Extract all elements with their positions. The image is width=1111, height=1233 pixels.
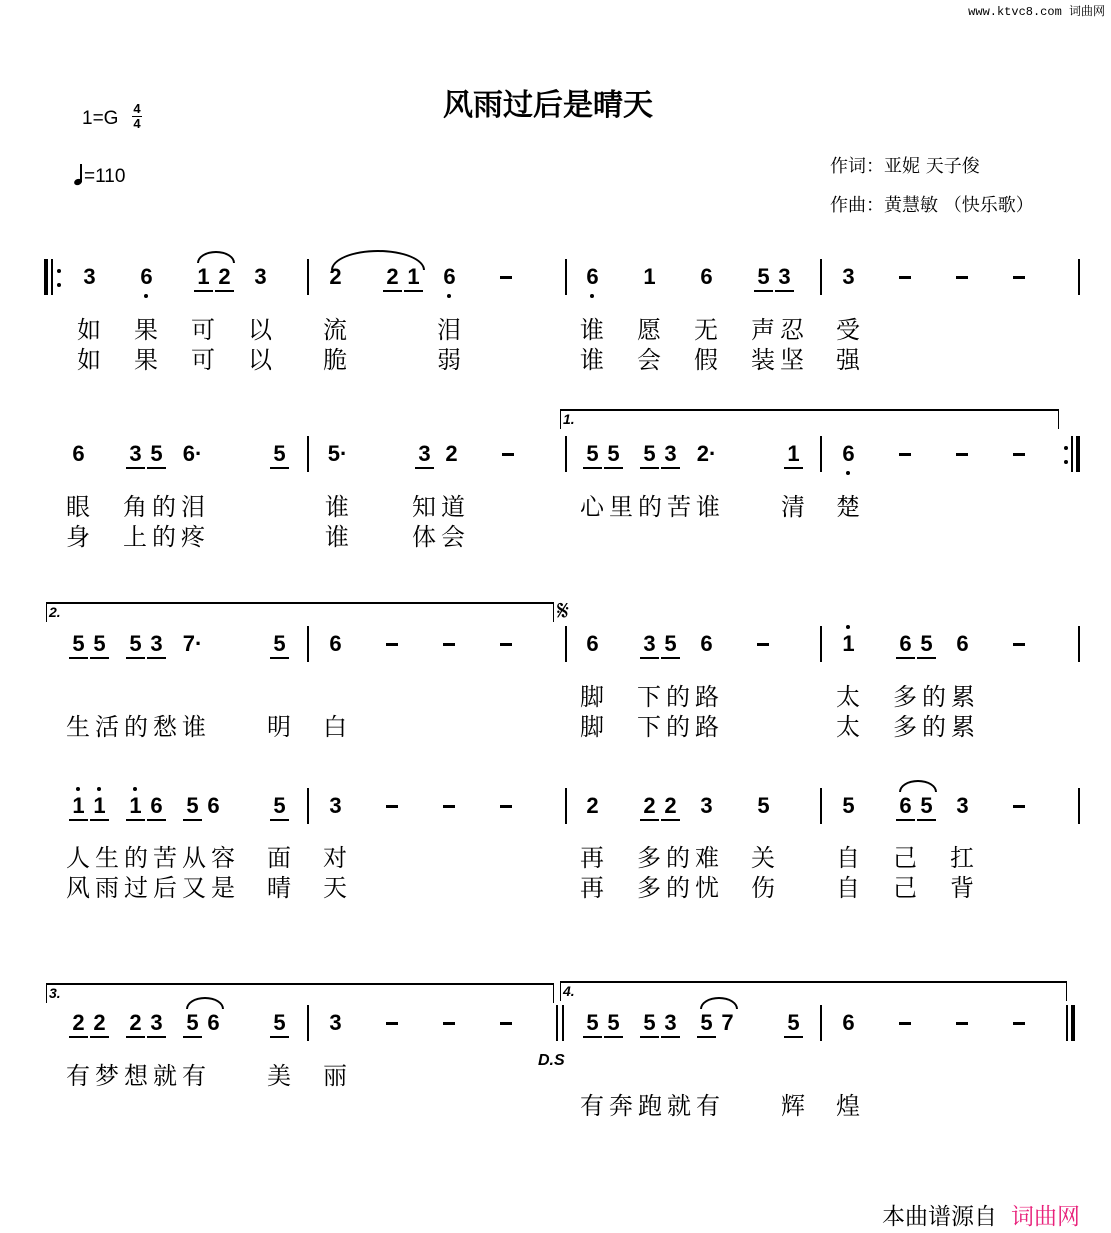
note: 5 [273,793,286,818]
note: 3 [129,441,142,466]
dash-hold [899,453,911,456]
time-bottom: 4 [133,116,141,131]
volta-2-label: 2. [49,604,61,620]
dash-hold [500,276,512,279]
lyric: 多的累 [893,713,980,741]
time-top: 4 [133,101,141,116]
lyric: 泪 [437,316,466,344]
repeat-start-thin [51,259,53,295]
volta-4-label: 4. [563,983,575,999]
low-octave-dot [590,294,594,298]
underline-beam [69,657,88,659]
lyric: 关 [751,844,780,872]
note: 2 [72,1010,85,1035]
note: 1 [72,793,85,818]
underline-beam [90,657,109,659]
dash-hold [956,1022,968,1025]
note: 1 [129,793,142,818]
slur-arc [899,780,937,792]
barline [1078,259,1080,295]
high-octave-dot [97,787,101,791]
note: 6 [899,631,912,656]
ds-marking: D.S [538,1052,565,1069]
lyric: 晴 [267,874,296,902]
barline [307,626,309,662]
dash-hold [443,805,455,808]
underline-beam [640,819,659,821]
repeat-end-thick [1076,436,1080,472]
note: 7· [182,631,203,656]
barline [820,1005,822,1041]
underline-beam [147,657,166,659]
note: 1 [643,264,656,289]
underline-beam [640,1036,659,1038]
lyric: 愿 [637,316,666,344]
underline-beam [126,467,145,469]
barline [307,1005,309,1041]
lyric: 楚 [836,493,865,521]
barline [565,788,567,824]
lyric: 有梦想就有 [66,1062,211,1090]
high-octave-dot [76,787,80,791]
dash-hold [956,276,968,279]
lyric: 对 [323,844,352,872]
dash-hold [500,805,512,808]
note: 5 [273,441,286,466]
note: 6 [586,631,599,656]
note: 1 [197,264,210,289]
lyric: 弱 [437,346,466,374]
underline-beam [69,819,88,821]
note: 6 [700,631,713,656]
note: 3 [418,441,431,466]
lyric: 以 [248,346,277,374]
dash-hold [1013,1022,1025,1025]
time-signature [132,102,142,131]
lyric: 太 [836,713,865,741]
note: 3 [150,1010,163,1035]
note: 3 [664,1010,677,1035]
underline-beam [270,657,289,659]
underline-beam [90,1036,109,1038]
final-bar-thick [1071,1005,1075,1041]
note: 5 [920,793,933,818]
note: 7 [721,1010,734,1035]
lyric: 再 [580,874,609,902]
note: 6 [443,264,456,289]
underline-beam [270,819,289,821]
source-text: 本曲谱源自 [882,1203,997,1229]
underline-beam [640,657,659,659]
source-brand-link[interactable]: 词曲网 [1011,1203,1080,1229]
note: 5· [327,441,348,466]
note: 3 [664,441,677,466]
volta-2 [46,602,554,622]
note: 5 [643,441,656,466]
lyric: 太 [836,683,865,711]
lyric: 己 [893,874,922,902]
barline [820,626,822,662]
lyric: 装坚 [751,346,809,374]
double-bar-thin [556,1005,558,1041]
underline-beam [697,1036,716,1038]
lyric: 再 [580,844,609,872]
note: 2 [586,793,599,818]
lyric: 脚 [580,713,609,741]
note: 1 [93,793,106,818]
note: 1 [787,441,800,466]
lyric: 如 [77,316,106,344]
barline [1078,626,1080,662]
source-credit [882,1198,1080,1231]
lyric: 美 [267,1062,296,1090]
note: 5 [273,631,286,656]
note: 6 [150,793,163,818]
dash-hold [386,643,398,646]
note: 5 [129,631,142,656]
lyric: 可 [191,346,220,374]
underline-beam [126,819,145,821]
barline [565,259,567,295]
note: 6 [956,631,969,656]
dash-hold [502,453,514,456]
note: 2 [129,1010,142,1035]
note: 2 [445,441,458,466]
underline-beam [583,1036,602,1038]
repeat-dot [57,283,61,287]
note: 2 [218,264,231,289]
note: 5 [757,264,770,289]
dash-hold [1013,276,1025,279]
underline-beam [126,1036,145,1038]
underline-beam [784,1036,803,1038]
lyric: 下的路 [637,683,724,711]
dash-hold [899,1022,911,1025]
note: 5 [72,631,85,656]
underline-beam [383,290,402,292]
note: 2· [696,441,717,466]
note: 5 [186,793,199,818]
lyric: 谁 [580,316,609,344]
dash-hold [1013,453,1025,456]
note: 5 [700,1010,713,1035]
tempo-value: =110 [84,166,126,187]
high-octave-dot [133,787,137,791]
note: 1 [842,631,855,656]
note: 3 [956,793,969,818]
underline-beam [270,1036,289,1038]
lyric: 风雨过后又是 [66,874,240,902]
quarter-note-icon [74,164,84,186]
underline-beam [604,1036,623,1038]
barline [820,436,822,472]
note: 3 [778,264,791,289]
lyric: 伤 [751,874,780,902]
lyric: 可 [191,316,220,344]
note: 1 [407,264,420,289]
underline-beam [270,467,289,469]
lyric: 强 [836,346,865,374]
dash-hold [757,643,769,646]
underline-beam [126,657,145,659]
note: 5 [607,1010,620,1035]
lyric: 心里的苦谁 [580,493,725,521]
lyric: 脚 [580,683,609,711]
dash-hold [956,453,968,456]
underline-beam [661,657,680,659]
note: 3 [643,631,656,656]
dash-hold [443,1022,455,1025]
lyric: 下的路 [637,713,724,741]
note: 6 [842,1010,855,1035]
repeat-start-thick [44,259,48,295]
note: 3 [329,1010,342,1035]
lyric: 身 [66,523,95,551]
note: 3 [83,264,96,289]
repeat-end-thin [1071,436,1073,472]
composer: 作曲：黄慧敏 （快乐歌） [830,195,1034,216]
underline-beam [661,467,680,469]
underline-beam [69,1036,88,1038]
tempo-marking [74,164,125,188]
lyric: 天 [323,874,352,902]
lyric: 果 [134,346,163,374]
slur-arc [197,251,235,263]
note: 6· [182,441,203,466]
lyric: 辉 [781,1092,810,1120]
dash-hold [1013,643,1025,646]
note: 5 [150,441,163,466]
song-title: 风雨过后是晴天 [443,88,653,123]
underline-beam [215,290,234,292]
lyric: 谁 [580,346,609,374]
repeat-dot [1064,460,1068,464]
underline-beam [775,290,794,292]
barline [307,436,309,472]
note: 5 [664,631,677,656]
segno-sign: 𝄋 [557,595,570,626]
underline-beam [640,467,659,469]
lyric: 多的忧 [637,874,724,902]
volta-1-label: 1. [563,411,575,427]
lyric: 假 [694,346,723,374]
lyric: 自 [836,844,865,872]
lyric: 清 [781,493,810,521]
dash-hold [386,805,398,808]
underline-beam [415,467,434,469]
lyric: 生活的愁谁 [66,713,211,741]
lyric: 无 [694,316,723,344]
note: 5 [273,1010,286,1035]
note: 5 [607,441,620,466]
lyric: 自 [836,874,865,902]
repeat-dot [57,269,61,273]
low-octave-dot [447,294,451,298]
lyric: 人生的苦从容 [66,844,240,872]
double-bar-thin [562,1005,564,1041]
lyric: 扛 [950,844,979,872]
lyric: 白 [323,713,352,741]
lyric: 谁 [325,523,354,551]
barline [565,436,567,472]
lyric: 面 [267,844,296,872]
note: 3 [329,793,342,818]
underline-beam [754,290,773,292]
dash-hold [386,1022,398,1025]
lyricist: 作词：亚妮 天子俊 [830,156,980,177]
watermark: www.ktvc8.com 词曲网 [968,5,1105,19]
lyric: 多的累 [893,683,980,711]
note: 5 [586,441,599,466]
underline-beam [147,819,166,821]
high-octave-dot [846,625,850,629]
lyric: 眼 [66,493,95,521]
underline-beam [896,819,915,821]
underline-beam [147,1036,166,1038]
low-octave-dot [144,294,148,298]
key-signature: 1=G [82,108,119,129]
barline [307,788,309,824]
note: 3 [842,264,855,289]
dash-hold [443,643,455,646]
note: 5 [93,631,106,656]
volta-4 [560,981,1067,1001]
barline [1078,788,1080,824]
barline [565,626,567,662]
lyric: 体会 [412,523,470,551]
note: 2 [386,264,399,289]
lyric: 上的疼 [123,523,210,551]
lyric: 会 [637,346,666,374]
final-bar-thin [1066,1005,1068,1041]
underline-beam [183,819,202,821]
dash-hold [899,276,911,279]
note: 5 [842,793,855,818]
note: 2 [93,1010,106,1035]
dash-hold [1013,805,1025,808]
note: 2 [664,793,677,818]
note: 3 [700,793,713,818]
volta-3 [46,983,554,1003]
volta-3-label: 3. [49,985,61,1001]
barline [820,259,822,295]
barline [820,788,822,824]
note: 6 [140,264,153,289]
volta-1 [560,409,1059,429]
lyric: 己 [893,844,922,872]
lyric: 以 [248,316,277,344]
underline-beam [917,819,936,821]
low-octave-dot [846,471,850,475]
note: 3 [150,631,163,656]
note: 5 [920,631,933,656]
note: 5 [757,793,770,818]
note: 6 [842,441,855,466]
lyric: 果 [134,316,163,344]
note: 6 [899,793,912,818]
note: 5 [787,1010,800,1035]
lyric: 脆 [323,346,352,374]
note: 5 [643,1010,656,1035]
lyric: 背 [950,874,979,902]
note: 2 [643,793,656,818]
note: 6 [72,441,85,466]
lyric: 谁 [325,493,354,521]
underline-beam [896,657,915,659]
note: 5 [586,1010,599,1035]
underline-beam [917,657,936,659]
lyric: 受 [836,316,865,344]
underline-beam [183,1036,202,1038]
underline-beam [583,467,602,469]
repeat-dot [1064,446,1068,450]
dash-hold [500,643,512,646]
underline-beam [194,290,213,292]
underline-beam [604,467,623,469]
underline-beam [404,290,423,292]
note: 6 [329,631,342,656]
lyric: 丽 [323,1062,352,1090]
lyric: 有奔跑就有 [580,1092,725,1120]
underline-beam [661,819,680,821]
note: 6 [207,793,220,818]
lyric: 角的泪 [123,493,210,521]
lyric: 煌 [836,1092,865,1120]
lyric: 如 [77,346,106,374]
underline-beam [90,819,109,821]
lyric: 明 [267,713,296,741]
note: 2 [329,264,342,289]
underline-beam [784,467,803,469]
lyric: 知道 [412,493,470,521]
note: 6 [586,264,599,289]
lyric: 多的难 [637,844,724,872]
note: 5 [186,1010,199,1035]
lyric: 流 [323,316,352,344]
underline-beam [147,467,166,469]
note: 6 [207,1010,220,1035]
note: 6 [700,264,713,289]
barline [307,259,309,295]
underline-beam [661,1036,680,1038]
lyric: 声忍 [751,316,809,344]
dash-hold [500,1022,512,1025]
note: 3 [254,264,267,289]
